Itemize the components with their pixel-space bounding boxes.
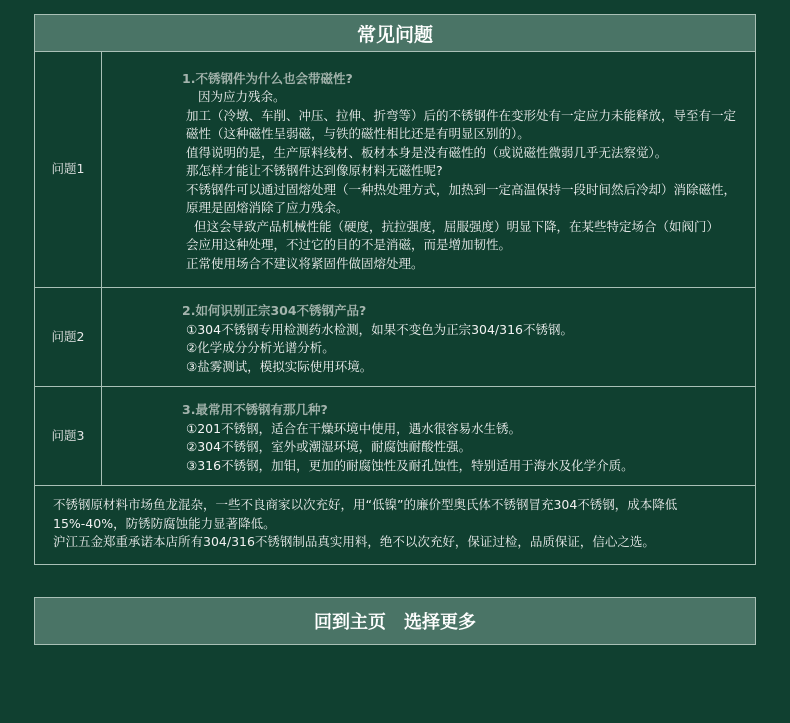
faq-row-2-title: 2.如何识别正宗304不锈钢产品? bbox=[182, 303, 367, 318]
faq-row-3-line-3: ③316不锈钢，加钼，更加的耐腐蚀性及耐孔蚀性，特别适用于海水及化学介质。 bbox=[186, 457, 634, 473]
faq-row-2 bbox=[35, 288, 756, 387]
faq-row-1-line-5: 那怎样才能让不锈钢件达到像原材料无磁性呢? bbox=[186, 163, 443, 179]
faq-row-1-title: 1.不锈钢件为什么也会带磁性? bbox=[182, 70, 353, 86]
faq-header bbox=[34, 14, 756, 52]
faq-row-1-line-2: 加工（冷墩、车削、冲压、拉伸、折弯等）后的不锈钢件在变形处有一定应力未能释放，导至有一定 bbox=[186, 107, 737, 123]
faq-row-1-line-10: 正常使用场合不建议将紧固件做固熔处理。 bbox=[186, 255, 424, 271]
faq-row-1-line-3: 磁性（这种磁性呈弱磁，与铁的磁性相比还是有明显区别的）。 bbox=[186, 126, 530, 142]
faq-row-3-body bbox=[102, 387, 756, 486]
faq-row-1-line-6: 不锈钢件可以通过固熔处理（一种热处理方式，加热到一定高温保持一段时间然后冷却）消除磁性， bbox=[186, 181, 737, 197]
faq-row-1-line-8: 但这会导致产品机械性能（硬度，抗拉强度，屈服强度）明显下降，在某些特定场合（如阀门） bbox=[194, 218, 720, 234]
faq-row-3-line-2: ②304不锈钢，室外或潮湿环境，耐腐蚀耐酸性强。 bbox=[186, 439, 472, 454]
faq-row-2-label: 问题2 bbox=[35, 288, 102, 387]
faq-row-1-line-1: 因为应力残余。 bbox=[198, 89, 286, 105]
faq-row-1-label: 问题1 bbox=[35, 52, 102, 288]
faq-row-1 bbox=[35, 52, 756, 288]
note-line-2: 15%-40%，防锈防腐蚀能力显著降低。 bbox=[53, 515, 276, 531]
faq-note-row bbox=[35, 486, 756, 565]
faq-row-2-line-1: ①304不锈钢专用检测药水检测，如果不变色为正宗304/316不锈钢。 bbox=[186, 321, 573, 337]
faq-table bbox=[34, 51, 756, 565]
nav-bar bbox=[34, 597, 756, 645]
faq-row-2-body bbox=[102, 288, 756, 387]
faq-row-3 bbox=[35, 387, 756, 486]
faq-row-3-label: 问题3 bbox=[35, 387, 102, 486]
faq-row-1-line-9: 会应用这种处理，不过它的目的不是消磁，而是增加韧性。 bbox=[186, 237, 512, 253]
faq-row-2-line-2: ②化学成分分析光谱分析。 bbox=[186, 340, 335, 355]
faq-row-2-line-3: ③盐雾测试，模拟实际使用环境。 bbox=[186, 358, 373, 374]
faq-row-3-line-1: ①201不锈钢，适合在干燥环境中使用，遇水很容易水生锈。 bbox=[186, 420, 522, 436]
faq-row-1-body bbox=[102, 52, 756, 288]
faq-row-1-line-4: 值得说明的是，生产原料线材、板材本身是没有磁性的（或说磁性微弱几乎无法察觉）。 bbox=[186, 144, 668, 160]
faq-row-3-title: 3.最常用不锈钢有那几种? bbox=[182, 402, 328, 417]
more-link[interactable]: 选择更多 bbox=[404, 612, 476, 633]
home-link[interactable]: 回到主页 bbox=[314, 612, 386, 633]
faq-header-title: 常见问题 bbox=[356, 23, 433, 46]
faq-note bbox=[35, 486, 756, 565]
faq-row-1-line-7: 原理是固熔消除了应力残余。 bbox=[186, 200, 349, 216]
note-line-1: 不锈钢原材料市场鱼龙混杂，一些不良商家以次充好，用“低镍”的廉价型奥氏体不锈钢冒充304不锈钢，成本降低 bbox=[53, 497, 678, 512]
note-line-3: 沪江五金郑重承诺本店所有304/316不锈钢制品真实用料，绝不以次充好，保证过检，品质保证，信心之选。 bbox=[53, 534, 655, 549]
